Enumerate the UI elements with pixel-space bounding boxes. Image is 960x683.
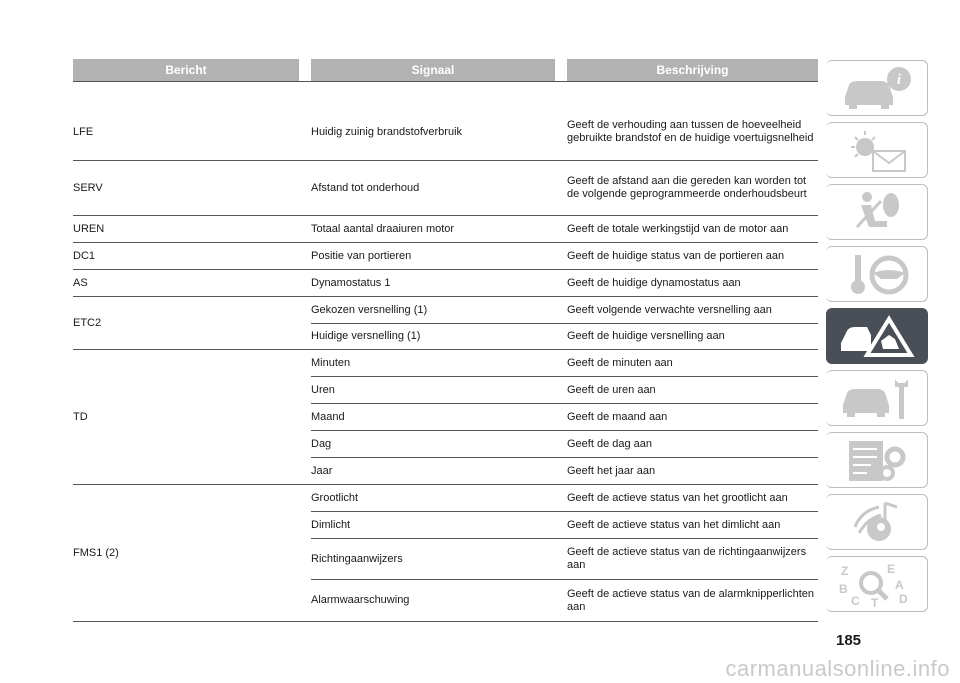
cell-bericht-dc1: DC1 [73,249,96,262]
cell-signaal-td-5: Jaar [311,464,333,477]
cell-beschrijving-etc2-1: Geeft volgende verwachte versnelling aan [567,303,772,316]
cell-beschrijving-td-1: Geeft de minuten aan [567,356,673,369]
tab-warning-lights[interactable] [826,122,928,178]
cell-beschrijving-dc1: Geeft de huidige status van de portieren aan [567,249,785,262]
tab-technical-data[interactable] [826,432,928,488]
svg-text:T: T [870,596,878,609]
cell-signaal-serv: Afstand tot onderhoud [311,181,420,194]
svg-text:E: E [886,562,895,576]
cell-signaal-etc2-1: Gekozen versnelling (1) [311,303,428,316]
table-header [73,59,818,81]
cell-beschrijving-fms1-2: Geeft de actieve status van het dimlicht aan [567,518,781,531]
technical-data-gear-icon [837,435,917,485]
watermark-text: carmanualsonline.info [725,656,950,681]
svg-text:B: B [838,582,848,596]
cell-signaal-as: Dynamostatus 1 [311,276,391,289]
tab-alphabetical-index[interactable] [826,556,928,612]
cell-signaal-etc2-2: Huidige versnelling (1) [311,330,421,342]
svg-text:A: A [894,578,904,592]
cell-beschrijving-serv: Geeft de afstand aan die gereden kan worden tot de volgende geprogrammeerde onderhoudsbeurt [567,175,807,200]
tab-seat-airbag[interactable] [826,184,928,240]
table-bottom-rule [73,621,818,622]
alphabetical-index-search-icon [837,559,917,609]
cell-bericht-as: AS [73,276,88,289]
cell-signaal-dc1: Positie van portieren [311,249,412,262]
header-beschrijving: Beschrijving [567,59,818,81]
cell-bericht-serv: SERV [73,181,103,194]
cell-signaal-fms1-4: Alarmwaarschuwing [311,594,410,606]
cell-signaal-uren: Totaal aantal draaiuren motor [311,222,455,235]
header-rule [73,81,818,82]
key-steering-wheel-icon [837,249,917,299]
tab-breakdown[interactable] [826,308,928,364]
svg-text:D: D [898,592,908,606]
cell-signaal-td-4: Dag [311,437,332,450]
warning-lights-message-icon [837,125,917,175]
tab-multimedia[interactable] [826,494,928,550]
tab-car-info[interactable] [826,60,928,116]
header-signaal: Signaal [311,59,555,81]
svg-text:i: i [896,72,901,88]
cell-beschrijving-td-4: Geeft de dag aan [567,437,653,450]
cell-signaal-td-2: Uren [311,383,335,396]
cell-bericht-lfe: LFE [73,125,94,138]
svg-text:Z: Z [840,564,848,578]
cell-signaal-fms1-3: Richtingaanwijzers [311,552,403,565]
multimedia-music-icon [837,497,917,547]
cell-beschrijving-td-2: Geeft de uren aan [567,383,656,396]
cell-beschrijving-uren: Geeft de totale werkingstijd van de motor aan [567,222,789,235]
car-info-icon [837,63,917,113]
cell-beschrijving-fms1-3: Geeft de actieve status van de richtingaanwijzers aan [567,546,807,571]
cell-signaal-fms1-2: Dimlicht [311,518,351,531]
cell-signaal-lfe: Huidig zuinig brandstofverbruik [311,125,463,138]
cell-beschrijving-lfe: Geeft de verhouding aan tussen de hoeveelheid gebruikte brandstof en de huidige voertuigsnelheid [567,119,814,144]
cell-beschrijving-td-5: Geeft het jaar aan [567,464,656,477]
tab-service[interactable] [826,370,928,426]
cell-bericht-td: TD [73,410,88,423]
cell-signaal-fms1-1: Grootlicht [311,491,359,504]
tab-key-steering[interactable] [826,246,928,302]
cell-signaal-td-3: Maand [311,410,345,423]
svg-text:C: C [850,594,860,608]
cell-beschrijving-as: Geeft de huidige dynamostatus aan [567,276,741,289]
page-number: 185 [836,632,862,649]
cell-bericht-uren: UREN [73,222,105,235]
cell-bericht-etc2: ETC2 [73,316,102,329]
cell-signaal-td-1: Minuten [311,356,351,369]
message-table [73,59,818,613]
cell-beschrijving-etc2-2: Geeft de huidige versnelling aan [567,330,725,342]
breakdown-warning-triangle-icon [837,311,917,361]
seat-airbag-icon [837,187,917,237]
header-bericht: Bericht [73,59,299,81]
cell-bericht-fms1: FMS1 (2) [73,546,119,559]
cell-beschrijving-td-3: Geeft de maand aan [567,410,668,423]
cell-beschrijving-fms1-1: Geeft de actieve status van het grootlicht aan [567,491,788,504]
car-service-wrench-icon [837,373,917,423]
cell-beschrijving-fms1-4: Geeft de actieve status van de alarmknipperlichten aan [567,587,815,613]
